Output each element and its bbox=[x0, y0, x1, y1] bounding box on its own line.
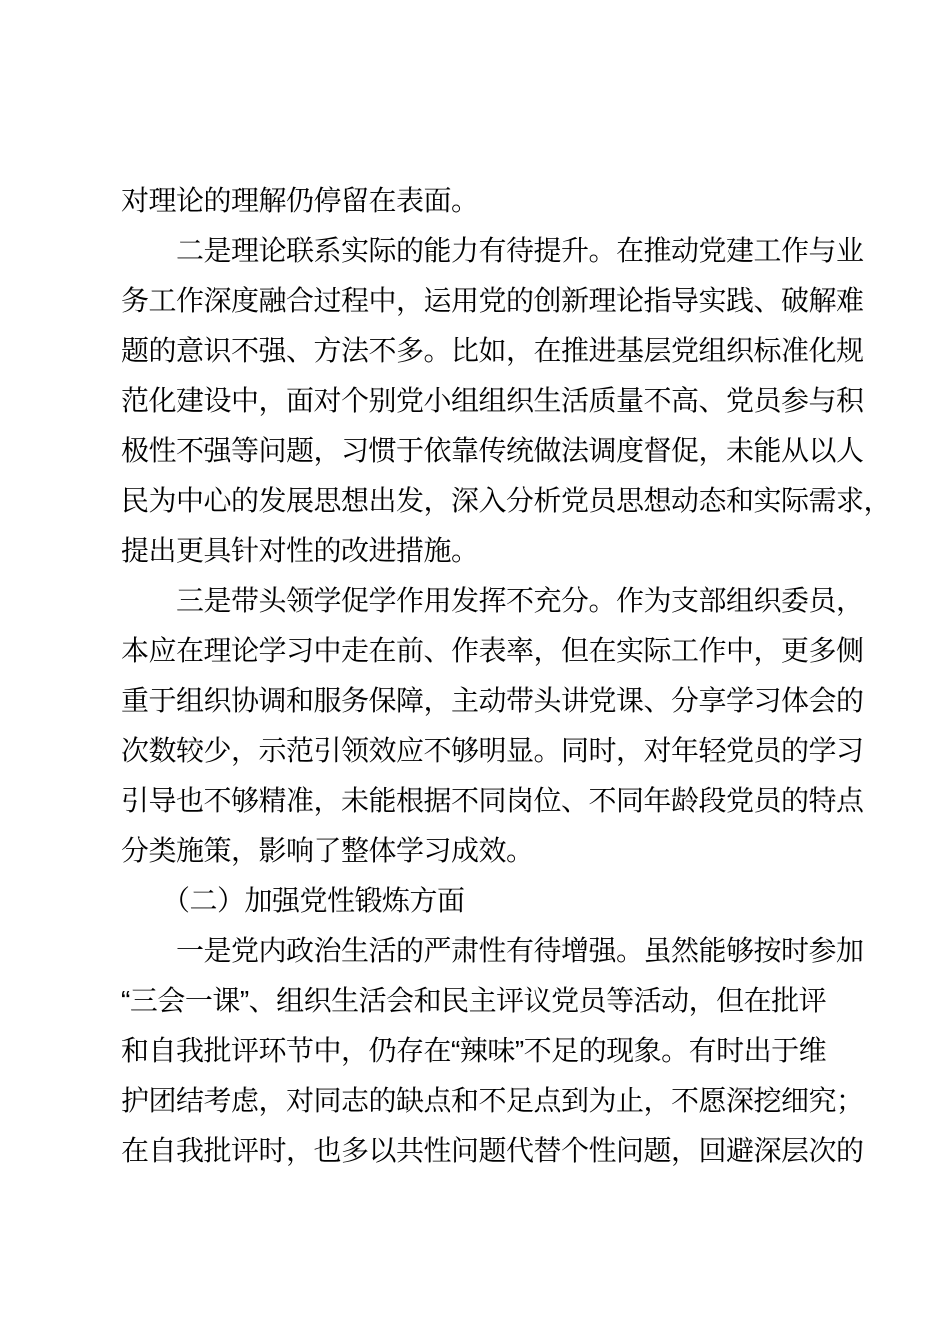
text-line: 分类施策，影响了整体学习成效。 bbox=[121, 835, 534, 866]
text-line: 重于组织协调和服务保障，主动带头讲党课、分享学习体会的 bbox=[121, 685, 864, 716]
text-line: 对理论的理解仍停留在表面。 bbox=[121, 185, 479, 216]
text-line: 一是党内政治生活的严肃性有待增强。虽然能够按时参加 bbox=[121, 935, 864, 966]
section-heading: （二）加强党性锻炼方面 bbox=[121, 885, 465, 916]
text-line: 民为中心的发展思想出发，深入分析党员思想动态和实际需求， bbox=[121, 485, 892, 516]
text-line: 本应在理论学习中走在前、作表率，但在实际工作中，更多侧 bbox=[121, 635, 864, 666]
text-line: 提出更具针对性的改进措施。 bbox=[121, 535, 479, 566]
text-line: 题的意识不强、方法不多。比如，在推进基层党组织标准化规 bbox=[121, 335, 864, 366]
text-line: 引导也不够精准，未能根据不同岗位、不同年龄段党员的特点 bbox=[121, 785, 864, 816]
text-line: 二是理论联系实际的能力有待提升。在推动党建工作与业 bbox=[121, 235, 864, 266]
text-line: 三是带头领学促学作用发挥不充分。作为支部组织委员， bbox=[121, 585, 864, 616]
text-line: “三会一课”、组织生活会和民主评议党员等活动，但在批评 bbox=[121, 985, 827, 1016]
text-line: 在自我批评时，也多以共性问题代替个性问题，回避深层次的 bbox=[121, 1135, 864, 1166]
text-line: 和自我批评环节中，仍存在“辣味”不足的现象。有时出于维 bbox=[121, 1035, 827, 1066]
document-text-block bbox=[121, 176, 892, 1176]
text-line: 范化建设中，面对个别党小组组织生活质量不高、党员参与积 bbox=[121, 385, 864, 416]
text-line: 极性不强等问题，习惯于依靠传统做法调度督促，未能从以人 bbox=[121, 435, 864, 466]
text-line: 务工作深度融合过程中，运用党的创新理论指导实践、破解难 bbox=[121, 285, 864, 316]
text-line: 护团结考虑，对同志的缺点和不足点到为止，不愿深挖细究； bbox=[121, 1085, 864, 1116]
text-line: 次数较少，示范引领效应不够明显。同时，对年轻党员的学习 bbox=[121, 735, 864, 766]
